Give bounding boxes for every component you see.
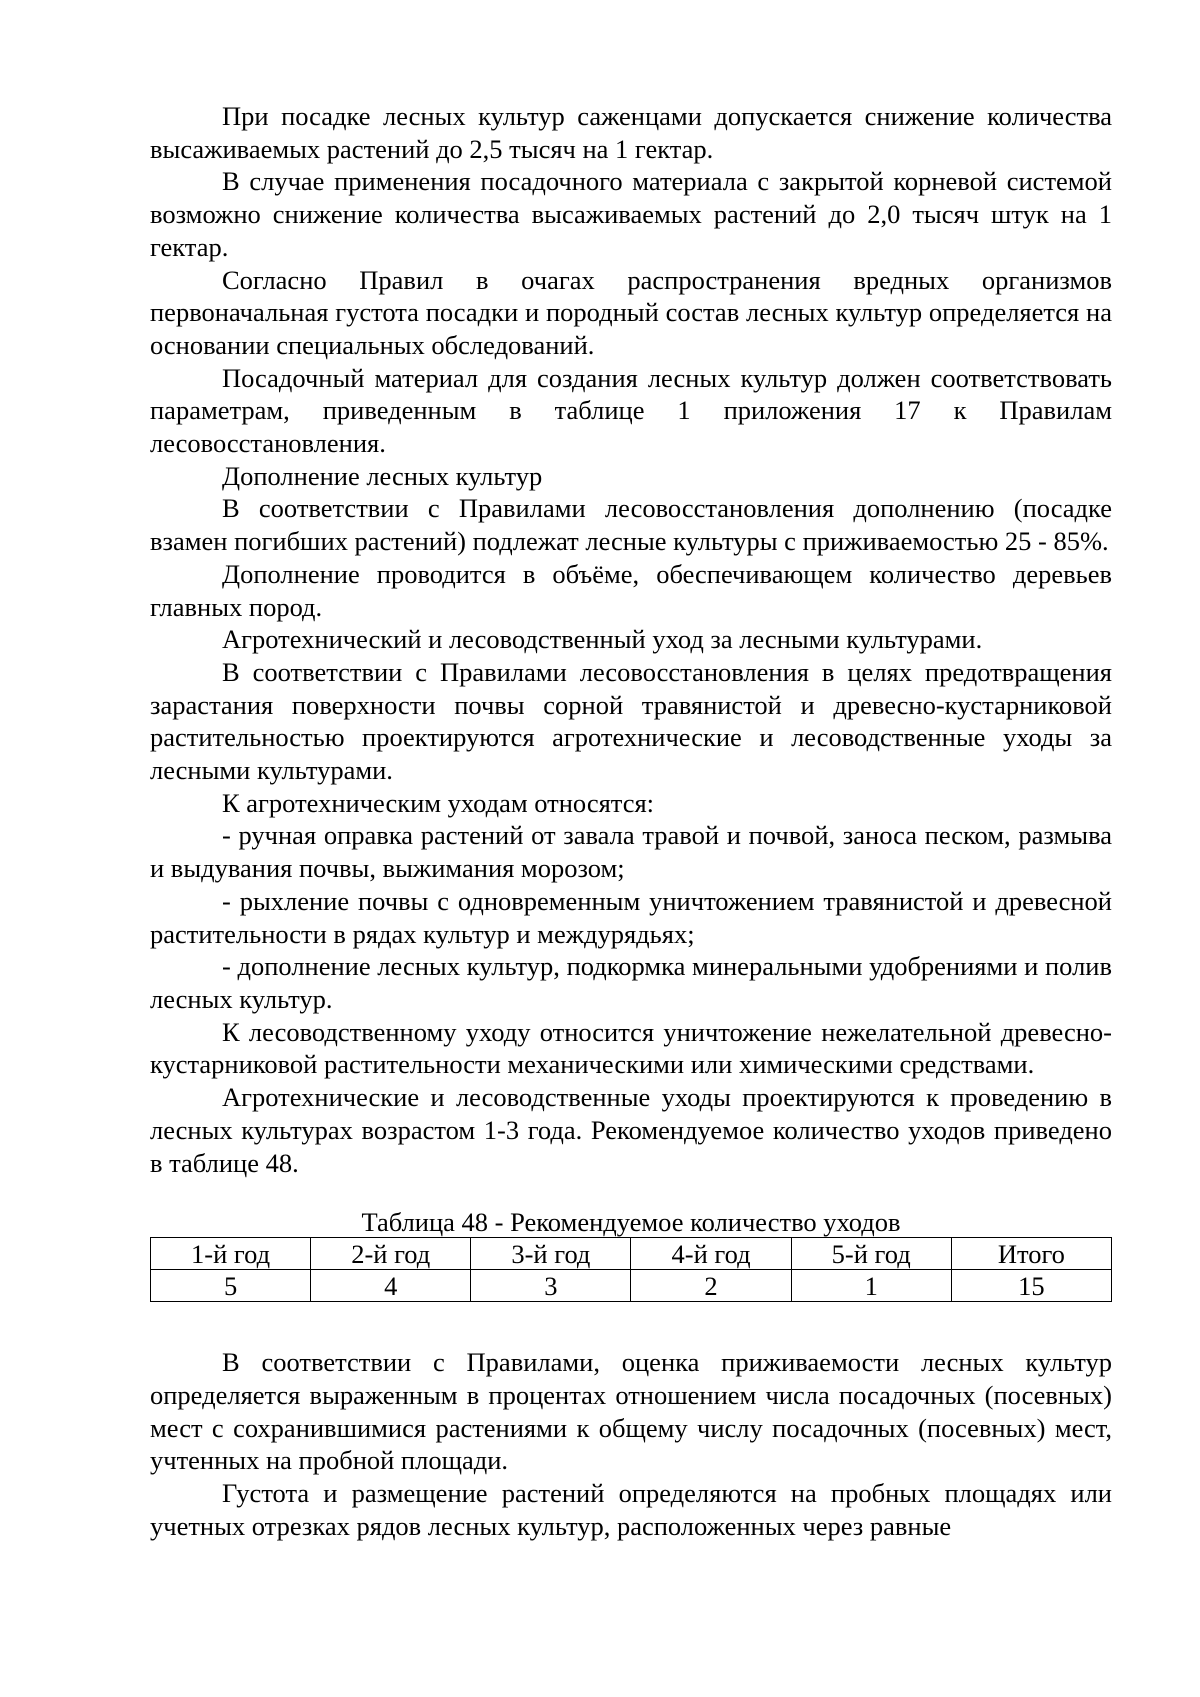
table-cell: 1	[791, 1270, 951, 1302]
care-count-table	[150, 1237, 1112, 1302]
list-item: - ручная оправка растений от завала травой и почвой, заноса песком, размыва и выдувания почвы, выжимания морозом;	[150, 820, 1112, 884]
table-header-cell: 3-й год	[471, 1238, 631, 1270]
paragraph: Посадочный материал для создания лесных культур должен соответствовать параметрам, приведенным в таблице 1 приложения 17 к Правилам лесовосстановления.	[150, 362, 1112, 459]
table-cell: 15	[951, 1270, 1111, 1302]
paragraph: Дополнение проводится в объёме, обеспечивающем количество деревьев главных пород.	[150, 558, 1112, 622]
list-item: - рыхление почвы с одновременным уничтожением травянистой и древесной растительности в рядах культур и междурядьях;	[150, 885, 1112, 949]
paragraph: В соответствии с Правилами, оценка приживаемости лесных культур определяется выраженным в процентах отношением числа посадочных (посевных) мест с сохранившимися растениями к общему числу посадочных (посевных) мест, учтенных на пробной площади.	[150, 1347, 1112, 1476]
table-block	[150, 1207, 1112, 1302]
table-cell: 2	[631, 1270, 791, 1302]
paragraph: Агротехнические и лесоводственные уходы проектируются к проведению в лесных культурах возрастом 1-3 года. Рекомендуемое количество уходов приведено в таблице 48.	[150, 1082, 1112, 1178]
paragraph: К лесоводственному уходу относится уничтожение нежелательной древесно-кустарниковой растительности механическими или химическими средствами.	[150, 1016, 1112, 1080]
table-header-cell: Итого	[951, 1238, 1111, 1270]
table-header-row	[151, 1238, 1112, 1270]
table-header-cell: 1-й год	[151, 1238, 311, 1270]
table-header-cell: 2-й год	[311, 1238, 471, 1270]
paragraph: Густота и размещение растений определяются на пробных площадях или учетных отрезках рядов лесных культур, расположенных через равные	[150, 1478, 1112, 1541]
section-heading: Дополнение лесных культур	[222, 460, 543, 491]
table-caption: Таблица 48 - Рекомендуемое количество уходов	[361, 1207, 901, 1238]
paragraph: К агротехническим уходам относятся:	[222, 787, 655, 818]
list-item: - дополнение лесных культур, подкормка минеральными удобрениями и полив лесных культур.	[150, 951, 1112, 1014]
table-cell: 5	[151, 1270, 311, 1302]
paragraph: В соответствии с Правилами лесовосстановления дополнению (посадке взамен погибших растений) подлежат лесные культуры с приживаемостью 25 - 85%.	[150, 493, 1112, 557]
table-row	[151, 1270, 1112, 1302]
table-cell: 4	[311, 1270, 471, 1302]
table-cell: 3	[471, 1270, 631, 1302]
paragraph: Согласно Правил в очагах распространения вредных организмов первоначальная густота посадки и породный состав лесных культур определяется на основании специальных обследований.	[150, 264, 1112, 360]
table-header-cell: 5-й год	[791, 1238, 951, 1270]
after-table-text	[150, 1346, 1112, 1542]
paragraph: В соответствии с Правилами лесовосстановления в целях предотвращения зарастания поверхности почвы сорной травянистой и древесно-кустарниковой растительностью проектируются агротехнические и лесоводственные уходы за лесными культурами.	[150, 656, 1112, 786]
section-heading: Агротехнический и лесоводственный уход за лесными культурами.	[222, 624, 983, 655]
table-header-cell: 4-й год	[631, 1238, 791, 1270]
paragraph: При посадке лесных культур саженцами допускается снижение количества высаживаемых растений до 2,5 тысяч на 1 гектар.	[150, 101, 1112, 164]
paragraph: В случае применения посадочного материала с закрытой корневой системой возможно снижение количества высаживаемых растений до 2,0 тысяч штук на 1 гектар.	[150, 166, 1112, 262]
document-body	[150, 100, 1112, 1542]
